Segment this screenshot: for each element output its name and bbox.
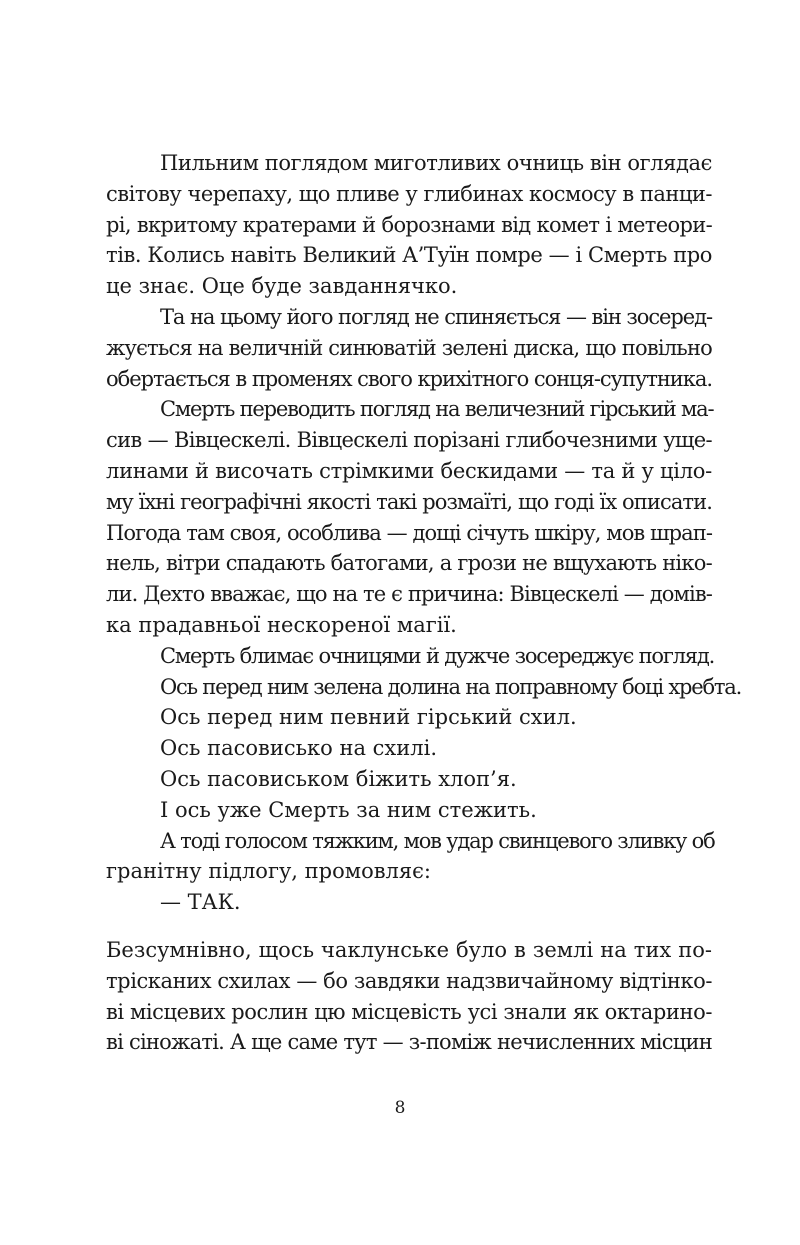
text-line <box>106 210 712 241</box>
line-text: му їхні географічні якості такі розмаїті, що годі їх описати. <box>106 489 712 514</box>
text-line <box>106 240 712 271</box>
line-text: Ось перед ним певний гірський схил. <box>160 705 577 730</box>
line-text: Безсумнівно, щось чаклунське було в землі на тих по- <box>106 938 712 962</box>
text-line <box>106 518 712 549</box>
text-line <box>106 856 712 887</box>
dialogue-line <box>160 887 712 918</box>
text-line <box>160 672 742 703</box>
line-text: Ось пасовисько на схилі. <box>160 736 437 761</box>
text-line <box>160 764 712 795</box>
text-line <box>106 487 712 518</box>
page-number: 8 <box>394 1098 406 1118</box>
line-text: це знає. Оце буде завданнячко. <box>106 274 458 299</box>
text-line <box>106 997 712 1028</box>
line-text: обертається в променях свого крихітного сонця-супутника. <box>106 366 713 391</box>
line-text: — ТАК. <box>160 890 241 915</box>
line-text: Пильним поглядом миготливих очниць він оглядає <box>160 151 712 175</box>
line-text: ка прадавньої нескореної магії. <box>106 612 457 637</box>
line-text: ві місцевих рослин цю місцевість усі знали як октарино- <box>106 999 712 1024</box>
line-text: линами й височать стрімкими бескидами — та й у ціло- <box>106 458 712 483</box>
line-text: ли. Дехто вважає, що на те є причина: Вівцескелі — домів- <box>106 582 712 607</box>
text-line <box>106 364 712 395</box>
line-text: Ось перед ним зелена долина на поправному боці хребта. <box>160 674 742 699</box>
line-text: ві сіножаті. А ще саме тут — з-поміж нечисленних місцин <box>106 1030 712 1055</box>
text-line <box>160 733 712 764</box>
line-text: І ось уже Смерть за ним стежить. <box>160 797 537 822</box>
text-line <box>160 826 715 857</box>
line-text: нель, вітри спадають батогами, а грози не вщухають ніко- <box>106 551 712 576</box>
text-line <box>160 148 712 179</box>
line-text: рі, вкритому кратерами й борознами від комет і метеори- <box>106 212 712 237</box>
text-section-2 <box>106 935 712 1058</box>
text-line <box>160 702 712 733</box>
line-text: А тоді голосом тяжким, мов удар свинцевого зливку об <box>160 828 715 853</box>
text-section-1 <box>106 148 742 918</box>
text-line <box>106 548 712 579</box>
text-line <box>106 456 712 487</box>
line-text: тів. Колись навіть Великий А’Туїн помре — і Смерть про <box>106 243 712 268</box>
text-line <box>160 641 715 672</box>
text-line <box>106 935 712 966</box>
line-text: жується на величній синюватій зелені диска, що повільно <box>106 335 712 360</box>
text-line <box>160 302 712 333</box>
text-line <box>106 579 712 610</box>
line-text: Погода там своя, особлива — дощі січуть шкіру, мов шрап- <box>106 520 712 545</box>
line-text: Ось пасовиськом біжить хлоп’я. <box>160 766 517 791</box>
line-text: гранітну підлогу, промовляє: <box>106 859 431 884</box>
text-line <box>106 1027 712 1058</box>
line-text: Та на цьому його погляд не спиняється — він зосеред- <box>160 304 712 329</box>
line-text: трісканих схилах — бо завдяки надзвичайному відтінко- <box>106 968 712 993</box>
text-line <box>106 966 712 997</box>
text-line <box>160 394 712 425</box>
line-text: сив — Вівцескелі. Вівцескелі порізані глибочезними уще- <box>106 428 712 453</box>
text-line <box>106 610 712 641</box>
text-line <box>106 271 712 302</box>
line-text: світову черепаху, що пливе у глибинах космосу в панци- <box>106 181 712 206</box>
line-text: Смерть переводить погляд на величезний гірський ма- <box>160 397 714 422</box>
text-line <box>106 425 712 456</box>
text-line <box>106 179 712 210</box>
text-line <box>160 795 712 826</box>
line-text: Смерть блимає очницями й дужче зосереджує погляд. <box>160 643 715 668</box>
text-line <box>106 333 712 364</box>
